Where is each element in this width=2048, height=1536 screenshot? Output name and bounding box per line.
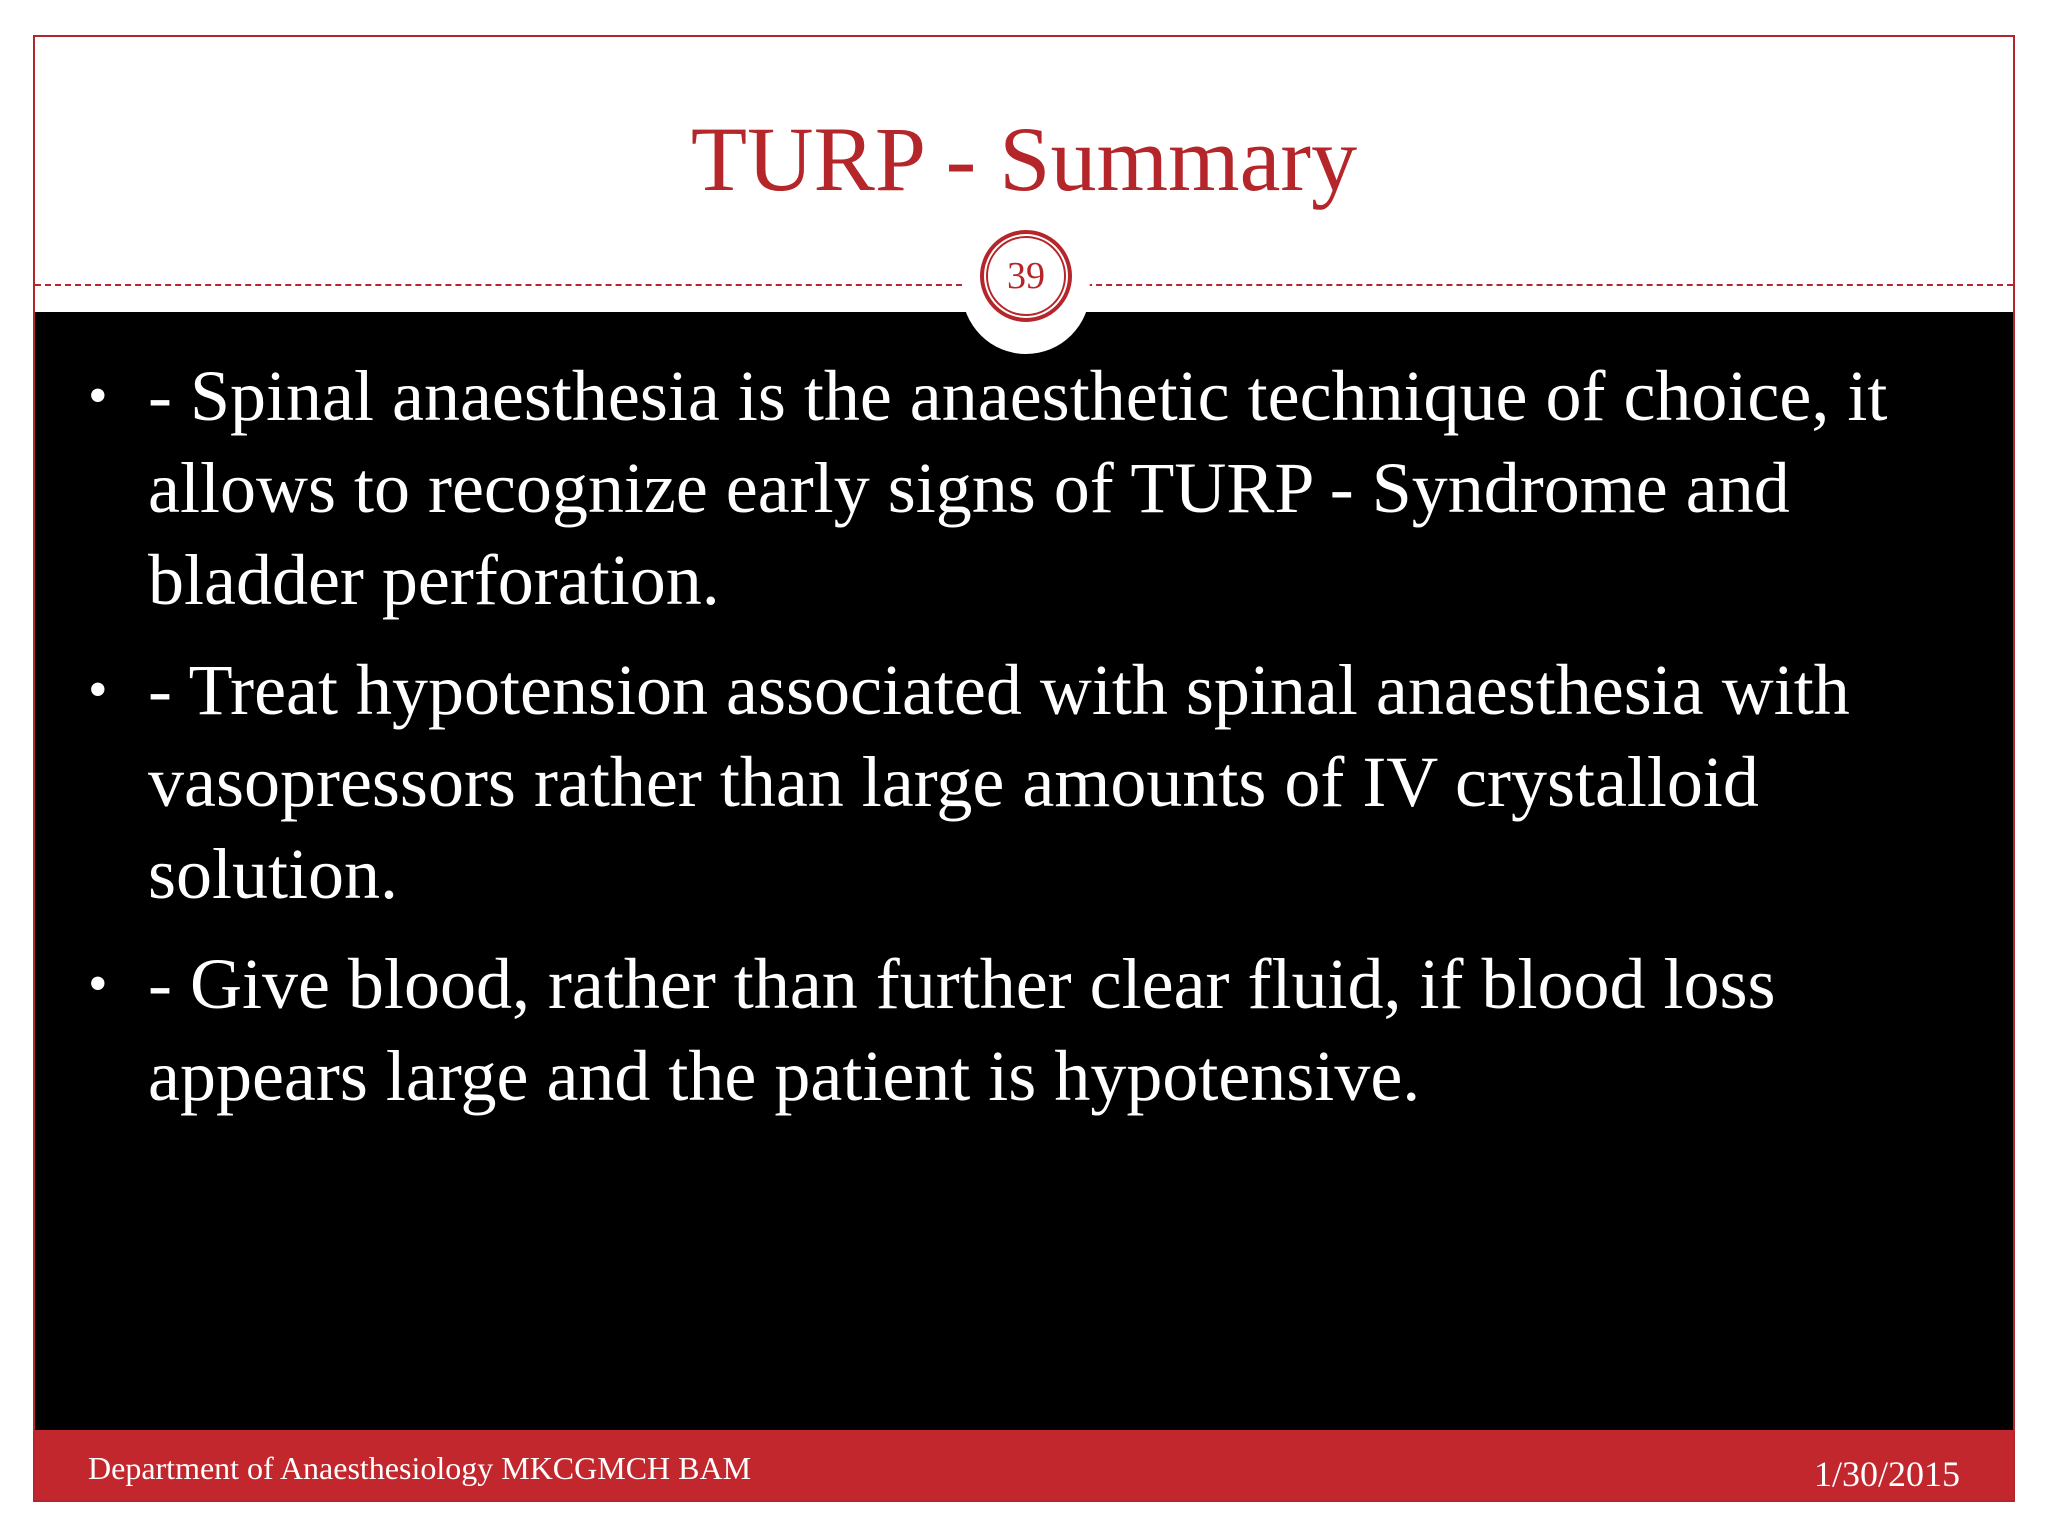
bullet-item <box>80 938 1960 1122</box>
page-number: 39 <box>1007 255 1045 297</box>
footer-department: Department of Anaesthesiology MKCGMCH BAM <box>88 1450 752 1486</box>
bullet-list <box>80 350 1960 1140</box>
bullet-text: - Spinal anaesthesia is the anaesthetic technique of choice, it allows to recognize early signs of TURP - Syndrome and bladder perforation. <box>148 356 1888 620</box>
bullet-marker: • <box>88 365 108 427</box>
page-number-badge <box>986 236 1066 316</box>
bullet-marker: • <box>88 953 108 1015</box>
footer-date: 1/30/2015 <box>1813 1454 1960 1494</box>
bullet-marker: • <box>88 659 108 721</box>
bullet-text: - Treat hypotension associated with spinal anaesthesia with vasopressors rather than large amounts of IV crystalloid solution. <box>148 650 1850 914</box>
bullet-text: - Give blood, rather than further clear fluid, if blood loss appears large and the patient is hypotensive. <box>148 944 1776 1116</box>
slide-title: TURP - Summary <box>690 108 1358 210</box>
bullet-item <box>80 644 1960 920</box>
bullet-item <box>80 350 1960 626</box>
